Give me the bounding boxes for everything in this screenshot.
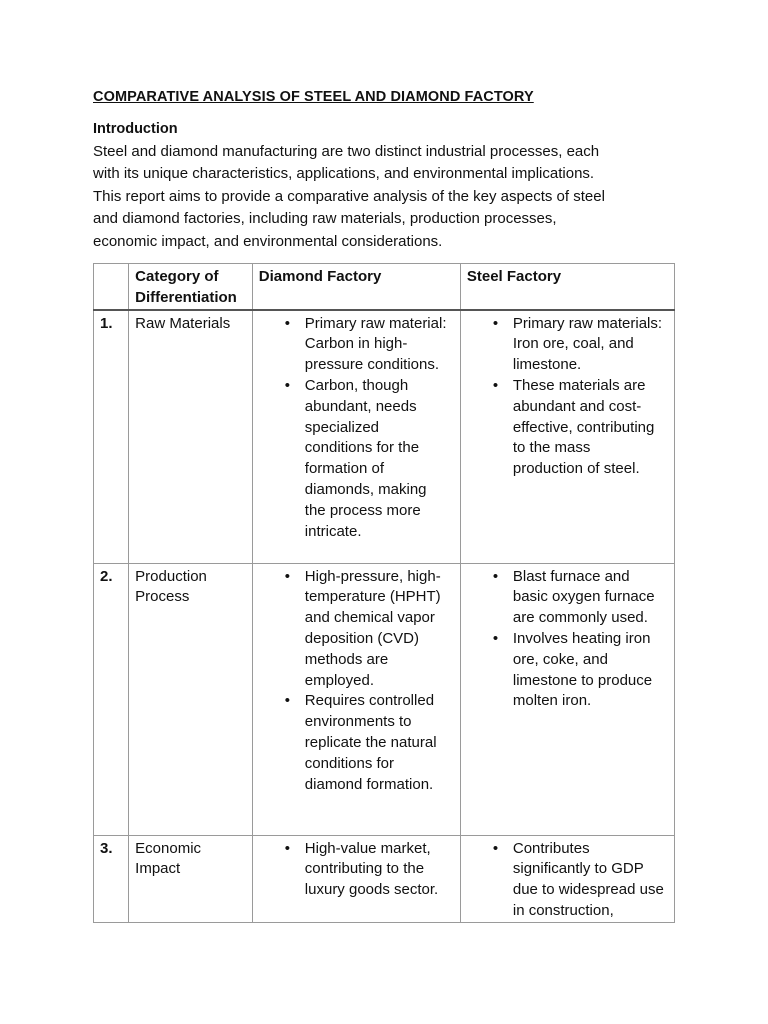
row-number: 1. bbox=[94, 310, 129, 564]
steel-cell bbox=[460, 835, 674, 922]
intro-line: and diamond factories, including raw materials, production processes, bbox=[93, 210, 557, 228]
table-row bbox=[94, 310, 675, 564]
point-text: High-pressure, high-temperature (HPHT) and chemical vapor deposition (CVD) methods are employed. bbox=[304, 567, 441, 689]
steel-cell bbox=[460, 310, 674, 564]
list-item bbox=[259, 376, 454, 542]
bullet-icon: • bbox=[492, 314, 499, 332]
row-category: Economic Impact bbox=[129, 835, 253, 922]
intro-line: economic impact, and environmental considerations. bbox=[93, 232, 443, 250]
point-text: Primary raw material: Carbon in high-pressure conditions. bbox=[304, 314, 447, 374]
list-item bbox=[259, 314, 454, 376]
row-number: 3. bbox=[94, 835, 129, 922]
document-title: COMPARATIVE ANALYSIS OF STEEL AND DIAMOND FACTORY bbox=[93, 89, 534, 105]
point-text: These materials are abundant and cost-effective, contributing to the mass production of steel. bbox=[512, 376, 655, 478]
row-number: 2. bbox=[94, 563, 129, 835]
header-category: Category of Differentiation bbox=[129, 264, 253, 310]
intro-line: This report aims to provide a comparative analysis of the key aspects of steel bbox=[93, 187, 605, 205]
bullet-icon: • bbox=[284, 314, 291, 332]
header-steel-factory: Steel Factory bbox=[460, 264, 674, 310]
point-text: Contributes significantly to GDP due to widespread use in construction, bbox=[512, 839, 664, 919]
diamond-cell bbox=[252, 835, 460, 922]
point-text: Primary raw materials: Iron ore, coal, and limestone. bbox=[512, 314, 663, 374]
bullet-icon: • bbox=[284, 839, 291, 857]
list-item bbox=[467, 567, 668, 629]
table-header-row bbox=[94, 264, 675, 310]
steel-points-list bbox=[467, 839, 668, 922]
bullet-icon: • bbox=[492, 376, 499, 394]
table-row bbox=[94, 835, 675, 922]
point-text: Involves heating iron ore, coke, and limestone to produce molten iron. bbox=[512, 629, 653, 710]
diamond-cell bbox=[252, 310, 460, 564]
bullet-icon: • bbox=[284, 567, 291, 585]
bullet-icon: • bbox=[284, 692, 291, 710]
intro-line: with its unique characteristics, applications, and environmental implications. bbox=[93, 165, 595, 183]
diamond-cell bbox=[252, 563, 460, 835]
intro-line: Steel and diamond manufacturing are two distinct industrial processes, each bbox=[93, 143, 600, 160]
row-category: Raw Materials bbox=[129, 310, 253, 564]
list-item bbox=[467, 629, 668, 712]
intro-heading: Introduction bbox=[93, 121, 178, 137]
intro-paragraph bbox=[93, 141, 683, 253]
list-item bbox=[467, 376, 668, 480]
list-item bbox=[259, 839, 454, 901]
point-text: Blast furnace and basic oxygen furnace are commonly used. bbox=[512, 567, 655, 627]
bullet-icon: • bbox=[284, 376, 291, 394]
steel-points-list bbox=[467, 314, 668, 480]
point-text: Carbon, though abundant, needs specialized conditions for the formation of diamonds, making the process more intricate. bbox=[304, 376, 427, 540]
diamond-points-list bbox=[259, 314, 454, 543]
bullet-icon: • bbox=[492, 629, 499, 647]
list-item bbox=[259, 691, 454, 795]
list-item bbox=[467, 314, 668, 376]
header-diamond-factory: Diamond Factory bbox=[252, 264, 460, 310]
diamond-points-list bbox=[259, 567, 454, 796]
table-row bbox=[94, 563, 675, 835]
point-text: High-value market, contributing to the luxury goods sector. bbox=[304, 839, 439, 899]
steel-cell bbox=[460, 563, 674, 835]
diamond-points-list bbox=[259, 839, 454, 901]
header-number-cell bbox=[94, 264, 129, 310]
bullet-icon: • bbox=[492, 567, 499, 585]
bullet-icon: • bbox=[492, 839, 499, 857]
list-item bbox=[259, 567, 454, 692]
list-item bbox=[467, 839, 668, 922]
steel-points-list bbox=[467, 567, 668, 713]
point-text: Requires controlled environments to replicate the natural conditions for diamond formation. bbox=[304, 692, 437, 793]
comparison-table bbox=[93, 263, 675, 923]
row-category: Production Process bbox=[129, 563, 253, 835]
